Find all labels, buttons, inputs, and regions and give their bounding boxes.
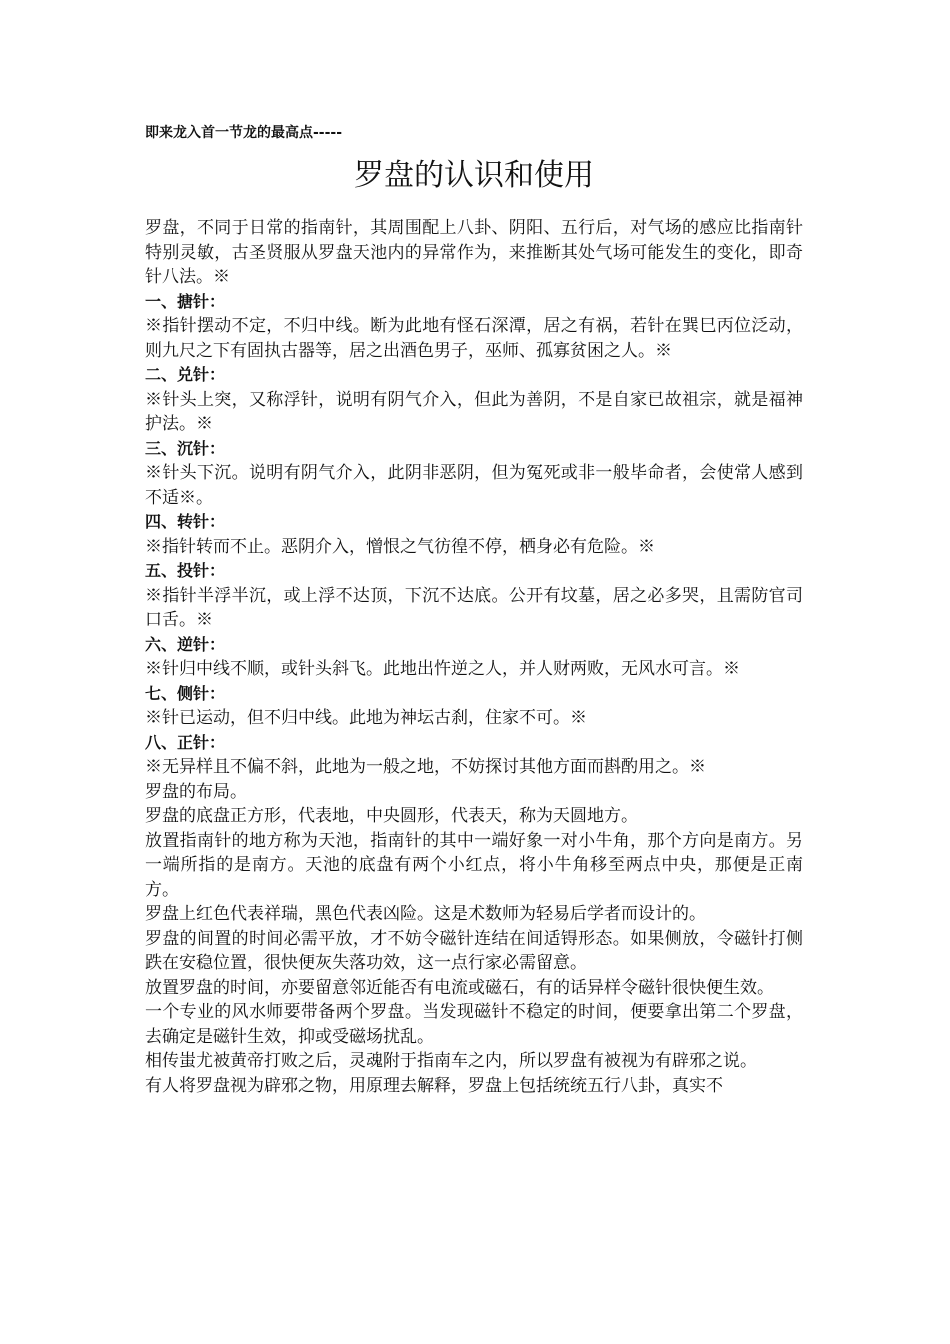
body-paragraph: 罗盘的底盘正方形，代表地，中央圆形，代表天，称为天圆地方。: [145, 806, 638, 826]
section-heading: 四、转针：: [145, 512, 226, 531]
section-heading: 八、正针：: [145, 732, 226, 752]
section-text: ※指针半浮半沉，或上浮不达顶，下沉不达底。公开有坟墓，居之必多哭，且需防官司口舌。※: [145, 585, 803, 630]
section-text: ※针头上突，又称浮针，说明有阴气介入，但此为善阴，不是自家已故祖宗，就是福神护法。※: [145, 389, 803, 434]
intro-paragraph: 罗盘，不同于日常的指南针，其周围配上八卦、阴阳、五行后，对气场的感应比指南针特别灵敏，古圣贤服从罗盘天池内的异常作为，来推断其处气场可能发生的变化，即奇针八法。※: [145, 218, 803, 287]
body-paragraph: 有人将罗盘视为辟邪之物，用原理去解释，罗盘上包括统统五行八卦，真实不: [145, 1075, 723, 1096]
section-text: ※针已运动，但不归中线。此地为神坛古刹，住家不可。※: [145, 708, 587, 728]
section-text: ※无异样且不偏不斜，此地为一般之地，不妨探讨其他方面而斟酌用之。※: [145, 757, 706, 777]
section-heading: 五、投针：: [145, 561, 226, 580]
body-paragraph: 放置罗盘的时间，亦要留意邻近能否有电流或磁石，有的话异样令磁针很快便生效。: [145, 977, 774, 998]
section-heading: 一、搪针：: [145, 291, 226, 311]
section-text: ※指针转而不止。恶阴介入，憎恨之气彷徨不停，栖身必有危险。※: [145, 536, 655, 557]
section-heading: 六、逆针：: [145, 634, 226, 654]
section-heading: 七、侧针：: [145, 683, 226, 703]
section-text: ※针头下沉。说明有阴气介入，此阴非恶阴，但为冤死或非一般毕命者，会使常人感到不适※。: [145, 463, 803, 508]
document-content: [145, 122, 803, 1098]
document-kicker: 即来龙入首一节龙的最高点-----: [145, 125, 343, 141]
document-body: [145, 216, 803, 1098]
body-paragraph: 罗盘上红色代表祥瑞，黑色代表凶险。这是术数师为轻易后学者而设计的。: [145, 904, 706, 924]
section-heading: 二、兑针：: [145, 365, 226, 384]
document-title: 罗盘的认识和使用: [354, 158, 594, 193]
body-paragraph: 一个专业的风水师要带备两个罗盘。当发现磁针不稳定的时间，便要拿出第二个罗盘，去确定是磁针生效，抑或受磁场扰乱。: [145, 1002, 803, 1047]
section-heading: 三、沉针：: [145, 438, 226, 458]
section-text: ※针归中线不顺，或针头斜飞。此地出忤逆之人，并人财两败，无风水可言。※: [145, 659, 740, 679]
section-text: ※指针摆动不定，不归中线。断为此地有怪石深潭，居之有祸，若针在巽巳丙位泛动，则九尺之下有固执古器等，居之出酒色男子，巫师、孤寡贫困之人。※: [145, 316, 803, 361]
body-paragraph: 相传蚩尤被黄帝打败之后，灵魂附于指南车之内，所以罗盘有被视为有辟邪之说。: [145, 1051, 757, 1071]
body-paragraph: 罗盘的布局。: [145, 781, 247, 802]
body-paragraph: 罗盘的间置的时间必需平放，才不妨令磁针连结在间适锝形态。如果侧放，令磁针打侧跌在安稳位置，很快便灰失落功效，这一点行家必需留意。: [145, 928, 803, 973]
body-paragraph: 放置指南针的地方称为天池，指南针的其中一端好象一对小牛角，那个方向是南方。另一端所指的是南方。天池的底盘有两个小红点，将小牛角移至两点中央，那便是正南方。: [145, 830, 803, 900]
